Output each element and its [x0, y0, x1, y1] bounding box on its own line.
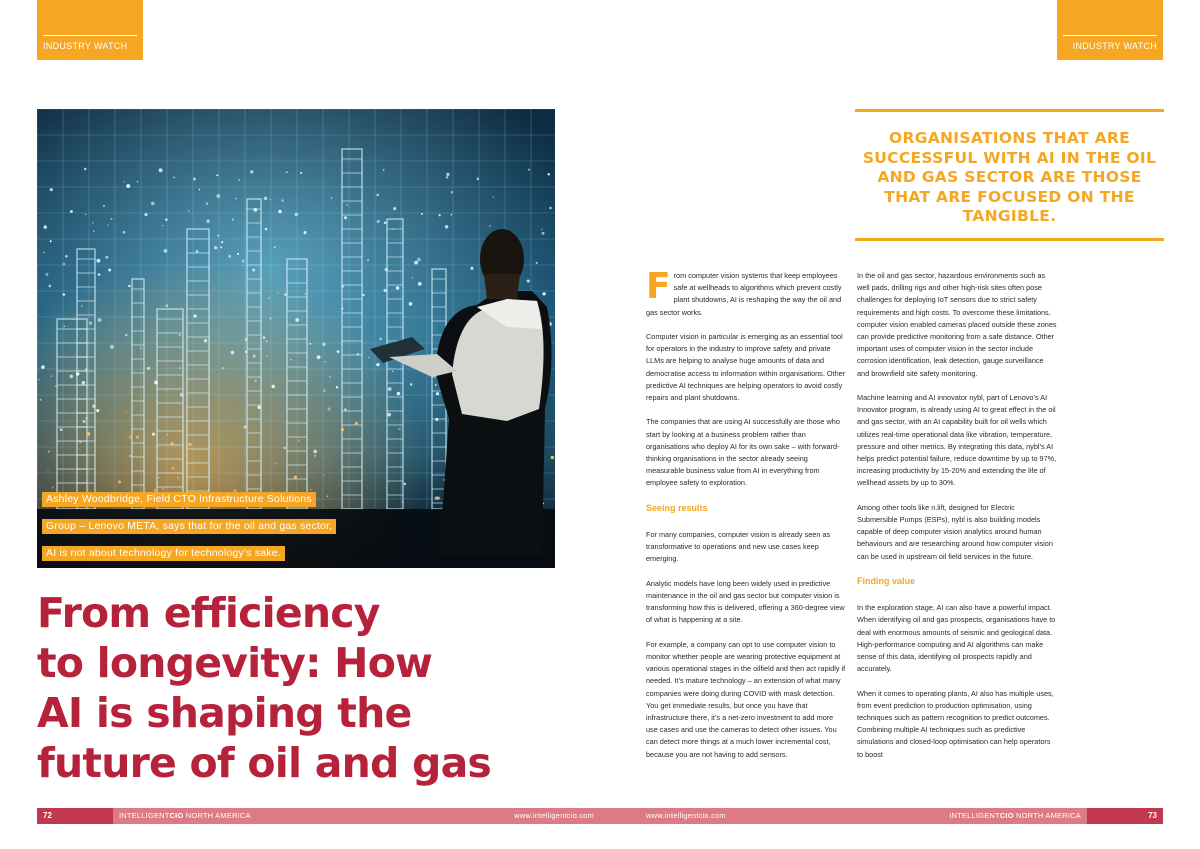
caption-line-1: Ashley Woodbridge, Field CTO Infrastructure Solutions — [42, 492, 316, 507]
article-column-1 — [646, 266, 846, 773]
paragraph: For many companies, computer vision is already seen as transformative to operations and new use cases keep emerging. — [646, 530, 831, 564]
pull-quote — [855, 109, 1164, 241]
headline-line: future of oil and gas — [37, 739, 492, 787]
section-tab-right — [1057, 0, 1163, 60]
paragraph: Among other tools like n.lift, designed for Electric Submersible Pumps (ESPs), nybl is also building models capable of deep computer vision analytics around human behaviours and are researching around how computer vision can be used in upstream oil field services in the future. — [857, 502, 1053, 561]
page-number-right: 73 — [1087, 808, 1163, 824]
footer-bar-left — [113, 808, 600, 824]
section-label: INDUSTRY WATCH — [1072, 41, 1157, 51]
headline-line: AI is shaping the — [37, 689, 412, 737]
paragraph: Analytic models have long been widely used in predictive maintenance in the oil and gas sector but computer vision is transforming how this is delivered, offering a 360-degree view of what is happening at a site. — [646, 578, 845, 625]
section-label: INDUSTRY WATCH — [43, 41, 128, 51]
publication-name: INTELLIGENTCIO NORTH AMERICA — [119, 811, 251, 820]
paragraph: For example, a company can opt to use computer vision to monitor whether people are wearing protective equipment at various operational stages in the oilfield and then act rapidly if needed. It’s mature technology – an extension of what many companies were doing during COVID with mask detection. You get immediate results, but once you have that infrastructure there, it’s a net-zero investment to add more use cases and use the cameras to detect other issues. You can detect more things at a much lower incremental cost, because you are not having to add sensors. — [646, 639, 846, 759]
publication-name: INTELLIGENTCIO NORTH AMERICA — [949, 811, 1081, 820]
pull-quote-text: ORGANISATIONS THAT ARE SUCCESSFUL WITH AI IN THE OIL AND GAS SECTOR ARE THOSE THAT ARE FOCUSED ON THE TANGIBLE. — [862, 129, 1157, 225]
caption-line-2: Group – Lenovo META, says that for the oil and gas sector, — [42, 519, 336, 534]
photo-caption — [42, 489, 422, 570]
article-headline — [37, 588, 582, 788]
article-column-2 — [857, 270, 1057, 773]
paragraph: Computer vision in particular is emerging as an essential tool for operators in the industry to improve safety and private LLMs are helping to analyse huge amounts of data and democratise access to information within organisations. Other predictive AI techniques are helping operators to avoid costly repairs and plant shutdowns. — [646, 332, 846, 403]
headline-line: to longevity: How — [37, 639, 433, 687]
website-url: www.intelligentcio.com — [646, 811, 726, 820]
paragraph: From computer vision systems that keep employees safe at wellheads to algorithms which prevent costly plant shutdowns, AI is reshaping the way the oil and gas sector works. — [646, 266, 842, 317]
page-footer — [37, 808, 1163, 824]
paragraph: Machine learning and AI innovator nybl, part of Lenovo’s AI Innovator program, is already using AI to great effect in the oil and gas sector, with an AI capability built for oil wells which utilizes real-time operational data like vibration, temperature, pressure and other metrics. By integrating this data, nybl’s AI helps predict potential failure, reduce downtime by up to 97%, increasing productivity by 15-20% and extending the life of wellhead assets by up to 30%. — [857, 393, 1057, 488]
paragraph: The companies that are using AI successfully are those who start by looking at a business problem rather than organisations who deploy AI for its own sake – with forward-thinking organisations in the sector already seeing measurable business value from AI in everything from employee safety to exploration. — [646, 417, 840, 488]
website-url: www.intelligentcio.com — [514, 811, 594, 820]
page-number-left: 72 — [37, 808, 113, 824]
caption-line-3: AI is not about technology for technology’s sake. — [42, 546, 285, 561]
footer-bar-right — [600, 808, 1087, 824]
drop-cap: F — [646, 266, 671, 307]
paragraph: In the exploration stage, AI can also have a powerful impact. When identifying oil and gas prospects, organisations have to deal with enormous amounts of seismic and geological data. High-performance computing and AI algorithms can make sense of this data, identifying oil prospects rapidly and accurately. — [857, 603, 1056, 674]
subheading: Finding value — [857, 576, 916, 587]
subheading: Seeing results — [646, 502, 708, 513]
headline-line: From efficiency — [37, 589, 380, 637]
paragraph: In the oil and gas sector, hazardous environments such as well pads, drilling rigs and other high-risk sites often pose challenges for deploying IoT sensors due to strict safety requirements and high costs. To overcome these limitations, computer vision enabled cameras placed outside these zones can provide predictive monitoring from a safe distance. Other important uses of computer vision in the sector include corrosion identification, leak detection, gauge surveillance and brownfield site safety monitoring. — [857, 271, 1057, 378]
section-tab-left — [37, 0, 143, 60]
paragraph: When it comes to operating plants, AI also has multiple uses, from event prediction to production optimisation, using techniques such as pattern recognition to predict outcomes. Combining multiple AI techniques such as predictive simulations and closed-loop optimisation can help operators to boost — [857, 688, 1054, 759]
